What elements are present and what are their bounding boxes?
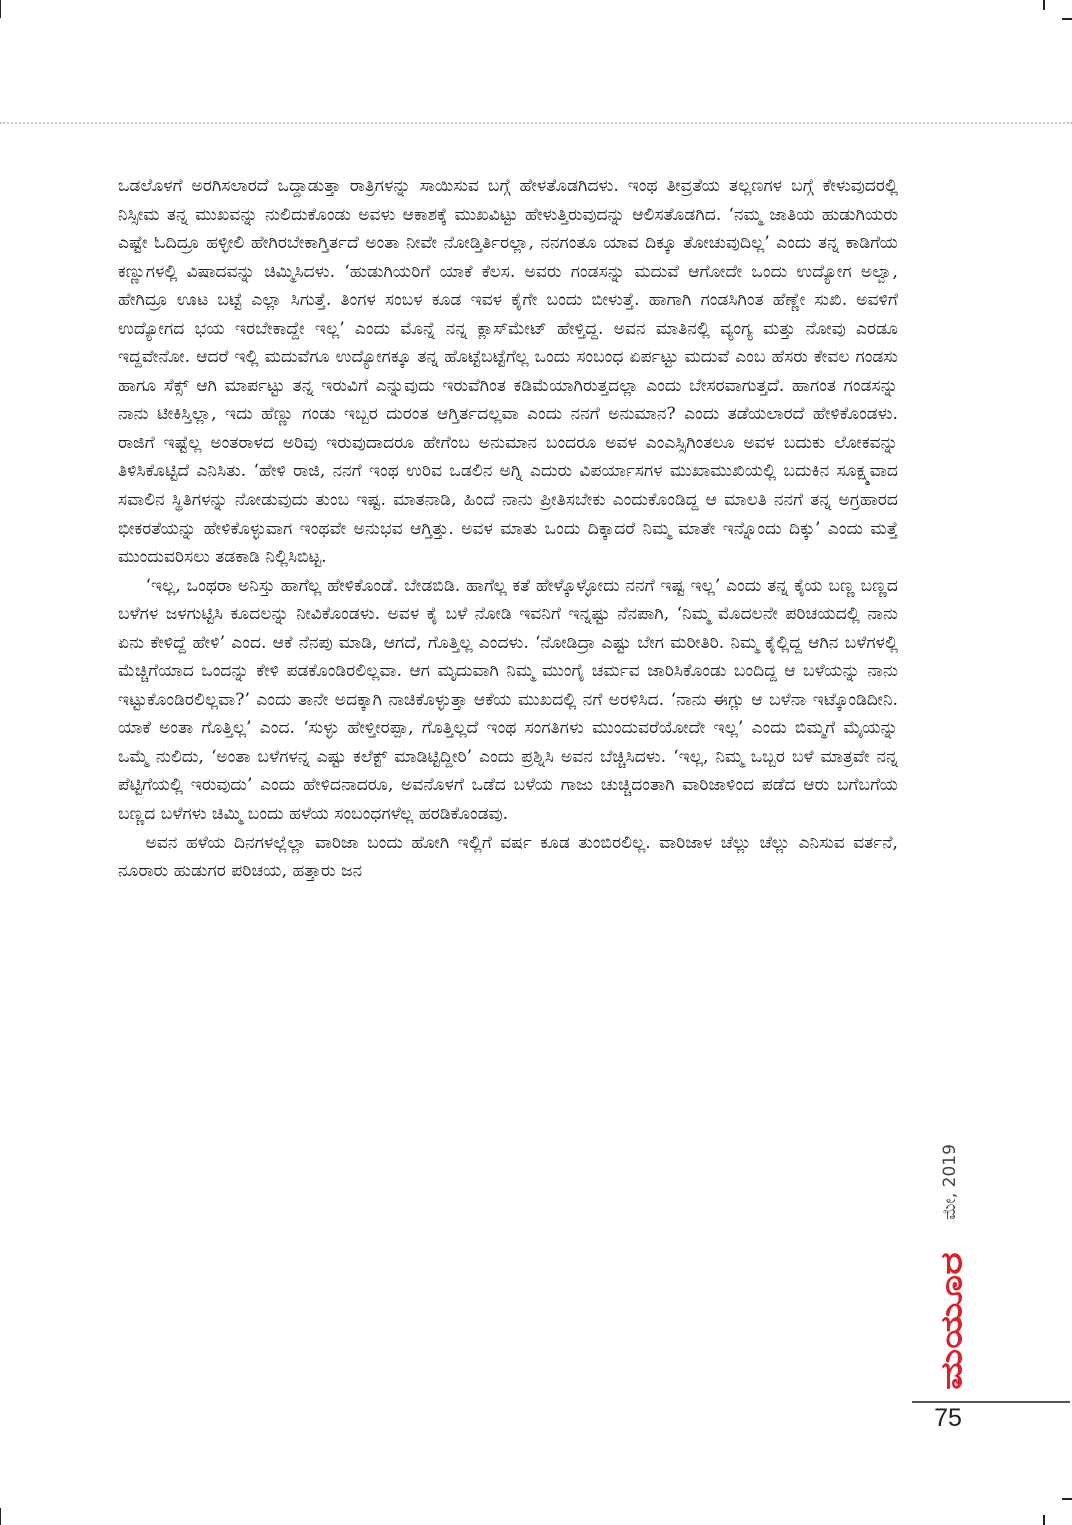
crop-mark-bottom-left xyxy=(0,1508,1,1525)
paragraph-3: ಅವನ ಹಳೆಯ ದಿನಗಳಲ್ಲೆಲ್ಲಾ ವಾರಿಜಾ ಬಂದು ಹೋಗಿ ಇಲ್ಲಿಗೆ ವರ್ಷ ಕೂಡ ತುಂಬಿರಲಿಲ್ಲ. ವಾರಿಜಾಳ ಚೆಲ್ಲು ಚೆಲ್ಲು ಎನಿಸುವ ವರ್ತನೆ, ನೂರಾರು ಹುಡುಗರ ಪರಿಚಯ, ಹತ್ತಾರು ಜನ xyxy=(118,832,898,882)
page-number: 75 xyxy=(934,1404,962,1432)
header-dotted-rule xyxy=(0,122,1072,124)
footer-rule xyxy=(912,1401,1070,1403)
paragraph-1: ಒಡಲೊಳಗೆ ಅರಗಿಸಲಾರದೆ ಒದ್ದಾಡುತ್ತಾ ರಾತ್ರಿಗಳನ್ನು ಸಾಯಿಸುವ ಬಗ್ಗೆ ಹೇಳತೊಡಗಿದಳು. ಇಂಥ ತೀವ್ರತೆಯ ತಲ್ಲಣಗಳ ಬಗ್ಗೆ ಕೇಳುವುದರಲ್ಲಿ ನಿಸ್ಸೀಮ ತನ್ನ ಮುಖವನ್ನು ನುಲಿದುಕೊಂಡು ಅವಳು ಆಕಾಶಕ್ಕೆ ಮುಖವಿಟ್ಟು ಹೇಳುತ್ತಿರುವುದನ್ನು ಆಲಿಸತೊಡಗಿದ. ‘ನಮ್ಮ ಜಾತಿಯ ಹುಡುಗಿಯರು ಎಷ್ಟೇ ಓದಿದ್ರೂ ಹಳ್ಳೀಲಿ ಹೇಗಿರಬೇಕಾಗ್ತಿರ್ತದೆ ಅಂತಾ ನೀವೇ ನೋಡ್ತಿರ್ತಿರಲ್ಲಾ, ನನಗಂತೂ ಯಾವ ದಿಕ್ಕೂ ತೋಚುವುದಿಲ್ಲ’ ಎಂದು ತನ್ನ ಕಾಡಿಗೆಯ ಕಣ್ಣುಗಳಲ್ಲಿ ವಿಷಾದವನ್ನು ಚಿಮ್ಮಿಸಿದಳು. ‘ಹುಡುಗಿಯರಿಗೆ ಯಾಕೆ ಕೆಲಸ. ಅವರು ಗಂಡಸನ್ನು ಮದುವೆ ಆಗೋದೇ ಒಂದು ಉದ್ಯೋಗ ಅಲ್ವಾ, ಹೇಗಿದ್ರೂ ಊಟ ಬಟ್ಟೆ ಎಲ್ಲಾ ಸಿಗುತ್ತೆ. ತಿಂಗಳ ಸಂಬಳ ಕೂಡ ಇವಳ ಕೈಗೇ ಬಂದು ಬೀಳುತ್ತೆ. ಹಾಗಾಗಿ ಗಂಡಸಿಗಿಂತ ಹೆಣ್ಣೇ ಸುಖಿ. ಅವಳಿಗೆ ಉದ್ಯೋಗದ ಭಯ ಇರಬೇಕಾದ್ದೇ ಇಲ್ಲ’ ಎಂದು ಮೊನ್ನೆ ನನ್ನ ಕ್ಲಾಸ್‌ಮೇಟ್ ಹೇಳ್ತಿದ್ದ. ಅವನ ಮಾತಿನಲ್ಲಿ ವ್ಯಂಗ್ಯ ಮತ್ತು ನೋವು ಎರಡೂ ಇದ್ದವೇನೋ. ಆದರೆ ಇಲ್ಲಿ ಮದುವೆಗೂ ಉದ್ಯೋಗಕ್ಕೂ ತನ್ನ ಹೊಟ್ಟೆಬಟ್ಟೆಗೆಲ್ಲ ಒಂದು ಸಂಬಂಧ ಏರ್ಪಟ್ಟು ಮದುವೆ ಎಂಬ ಹೆಸರು ಕೇವಲ ಗಂಡಸು ಹಾಗೂ ಸೆಕ್ಸ್ ಆಗಿ ಮಾರ್ಪಟ್ಟು ತನ್ನ ಇರುವಿಗೆ ಎನ್ನುವುದು ಇರುವೆಗಿಂತ ಕಡಿಮೆಯಾಗಿರುತ್ತದಲ್ಲಾ ಎಂದು ಬೇಸರವಾಗುತ್ತದೆ. ಹಾಗಂತ ಗಂಡಸನ್ನು ನಾನು ಟೀಕಿಸ್ತಿಲ್ಲಾ, ಇದು ಹೆಣ್ಣು ಗಂಡು ಇಬ್ಬರ ದುರಂತ ಆಗ್ತಿರ್ತದಲ್ಲವಾ ಎಂದು ನನಗೆ ಅನುಮಾನ? ಎಂದು ತಡೆಯಲಾರದೆ ಹೇಳಿಕೊಂಡಳು. ರಾಜಿಗೆ ಇಷ್ಟೆಲ್ಲ ಅಂತರಾಳದ ಅರಿವು ಇರುವುದಾದರೂ ಹೇಗೆಂಬ ಅನುಮಾನ ಬಂದರೂ ಅವಳ ಎಂಎಸ್ಸಿಗಿಂತಲೂ ಅವಳ ಬದುಕು ಲೋಕವನ್ನು ತಿಳಿಸಿಕೊಟ್ಟಿದೆ ಎನಿಸಿತು. ‘ಹೇಳಿ ರಾಜಿ, ನನಗೆ ಇಂಥ ಉರಿವ ಒಡಲಿನ ಅಗ್ನಿ ಎದುರು ವಿಪರ್ಯಾಸಗಳ ಮುಖಾಮುಖಿಯಲ್ಲಿ ಬದುಕಿನ ಸೂಕ್ಷ್ಮವಾದ ಸವಾಲಿನ ಸ್ಥಿತಿಗಳನ್ನು ನೋಡುವುದು ತುಂಬ ಇಷ್ಟ. ಮಾತನಾಡಿ, ಹಿಂದೆ ನಾನು ಪ್ರೀತಿಸಬೇಕು ಎಂದುಕೊಂಡಿದ್ದ ಆ ಮಾಲತಿ ನನಗೆ ತನ್ನ ಅಗ್ರಹಾರದ ಭೀಕರತೆಯನ್ನು ಹೇಳಿಕೊಳ್ಳುವಾಗ ಇಂಥವೇ ಅನುಭವ ಆಗ್ತಿತ್ತು. ಅವಳ ಮಾತು ಒಂದು ದಿಕ್ಕಾದರೆ ನಿಮ್ಮ ಮಾತೇ ಇನ್ನೊಂದು ದಿಕ್ಕು’ ಎಂದು ಮತ್ತೆ ಮುಂದುವರಿಸಲು ತಡಕಾಡಿ ನಿಲ್ಲಿಸಿಬಿಟ್ಟ. xyxy=(118,176,898,568)
crop-mark-right-bottom xyxy=(1062,1498,1072,1500)
article-body xyxy=(118,172,898,886)
crop-mark-top-right xyxy=(1043,0,1045,10)
paragraph-2: ‘ಇಲ್ಲ, ಒಂಥರಾ ಅನಿಸ್ತು ಹಾಗೆಲ್ಲ ಹೇಳಿಕೊಂಡೆ. ಬೇಡಬಿಡಿ. ಹಾಗೆಲ್ಲ ಕತೆ ಹೇಳ್ಕೊಳ್ಳೋದು ನನಗೆ ಇಷ್ಟ ಇಲ್ಲ’ ಎಂದು ತನ್ನ ಕೈಯ ಬಣ್ಣ ಬಣ್ಣದ ಬಳೆಗಳ ಜಳಗುಟ್ಟಿಸಿ ಕೂದಲನ್ನು ನೀವಿಕೊಂಡಳು. ಅವಳ ಕೈ ಬಳೆ ನೋಡಿ ಇವನಿಗೆ ಇನ್ನಷ್ಟು ನೆನಪಾಗಿ, ‘ನಿಮ್ಮ ಮೊದಲನೇ ಪರಿಚಯದಲ್ಲಿ ನಾನು ಏನು ಕೇಳಿದ್ದೆ ಹೇಳಿ’ ಎಂದ. ಆಕೆ ನೆನಪು ಮಾಡಿ, ಆಗದೆ, ಗೊತ್ತಿಲ್ಲ ಎಂದಳು. ‘ನೋಡಿದ್ರಾ ಎಷ್ಟು ಬೇಗ ಮರೀತಿರಿ. ನಿಮ್ಮ ಕೈಲ್ಲಿದ್ದ ಆಗಿನ ಬಳೆಗಳಲ್ಲಿ ಮೆಚ್ಚಿಗೆಯಾದ ಒಂದನ್ನು ಕೇಳಿ ಪಡಕೊಂಡಿರಲಿಲ್ಲವಾ. ಆಗ ಮೃದುವಾಗಿ ನಿಮ್ಮ ಮುಂಗೈ ಚರ್ಮವ ಜಾರಿಸಿಕೊಂಡು ಬಂದಿದ್ದ ಆ ಬಳೆಯನ್ನು ನಾನು ಇಟ್ಟುಕೊಂಡಿರಲಿಲ್ಲವಾ?’ ಎಂದು ತಾನೇ ಅದಕ್ಕಾಗಿ ನಾಚಿಕೊಳ್ಳುತ್ತಾ ಆಕೆಯ ಮುಖದಲ್ಲಿ ನಗೆ ಅರಳಿಸಿದ. ‘ನಾನು ಈಗ್ಲು ಆ ಬಳೆನಾ ಇಟ್ಕೊಂಡಿದೀನಿ. ಯಾಕೆ ಅಂತಾ ಗೊತ್ತಿಲ್ಲ’ ಎಂದ. ‘ಸುಳ್ಳು ಹೇಳ್ತೀರಪ್ಪಾ, ಗೊತ್ತಿಲ್ಲದೆ ಇಂಥ ಸಂಗತಿಗಳು ಮುಂದುವರೆಯೋದೇ ಇಲ್ಲ’ ಎಂದು ಬಿಮ್ಮಗೆ ಮೈಯನ್ನು ಒಮ್ಮೆ ನುಲಿದು, ‘ಅಂತಾ ಬಳೆಗಳನ್ನ ಎಷ್ಟು ಕಲೆಕ್ಟ್ ಮಾಡಿಟ್ಟಿದ್ದೀರಿ’ ಎಂದು ಪ್ರಶ್ನಿಸಿ ಅವನ ಬೆಚ್ಚಿಸಿದಳು. ‘ಇಲ್ಲ, ನಿಮ್ಮ ಒಬ್ಬರ ಬಳೆ ಮಾತ್ರವೇ ನನ್ನ ಪೆಟ್ಟಿಗೆಯಲ್ಲಿ ಇರುವುದು’ ಎಂದು ಹೇಳಿದನಾದರೂ, ಅವನೊಳಗೆ ಒಡೆದ ಬಳೆಯ ಗಾಜು ಚುಚ್ಚಿದಂತಾಗಿ ವಾರಿಜಾಳಿಂದ ಪಡೆದ ಆರು ಬಗೆಬಗೆಯ ಬಣ್ಣದ ಬಳೆಗಳು ಚಿಮ್ಮಿ ಬಂದು ಹಳೆಯ ಸಂಬಂಧಗಳೆಲ್ಲ ಹರಡಿಕೊಂಡವು. xyxy=(118,575,898,825)
crop-mark-top-left xyxy=(0,0,1,18)
crop-mark-bottom-right xyxy=(1043,1515,1045,1525)
magazine-logo-text: ಮಯೂರ xyxy=(934,1294,970,1390)
magazine-logo xyxy=(932,1250,972,1392)
crop-mark-right-top xyxy=(1062,18,1072,20)
issue-date-text: ಮೇ, 2019 xyxy=(940,1144,960,1220)
